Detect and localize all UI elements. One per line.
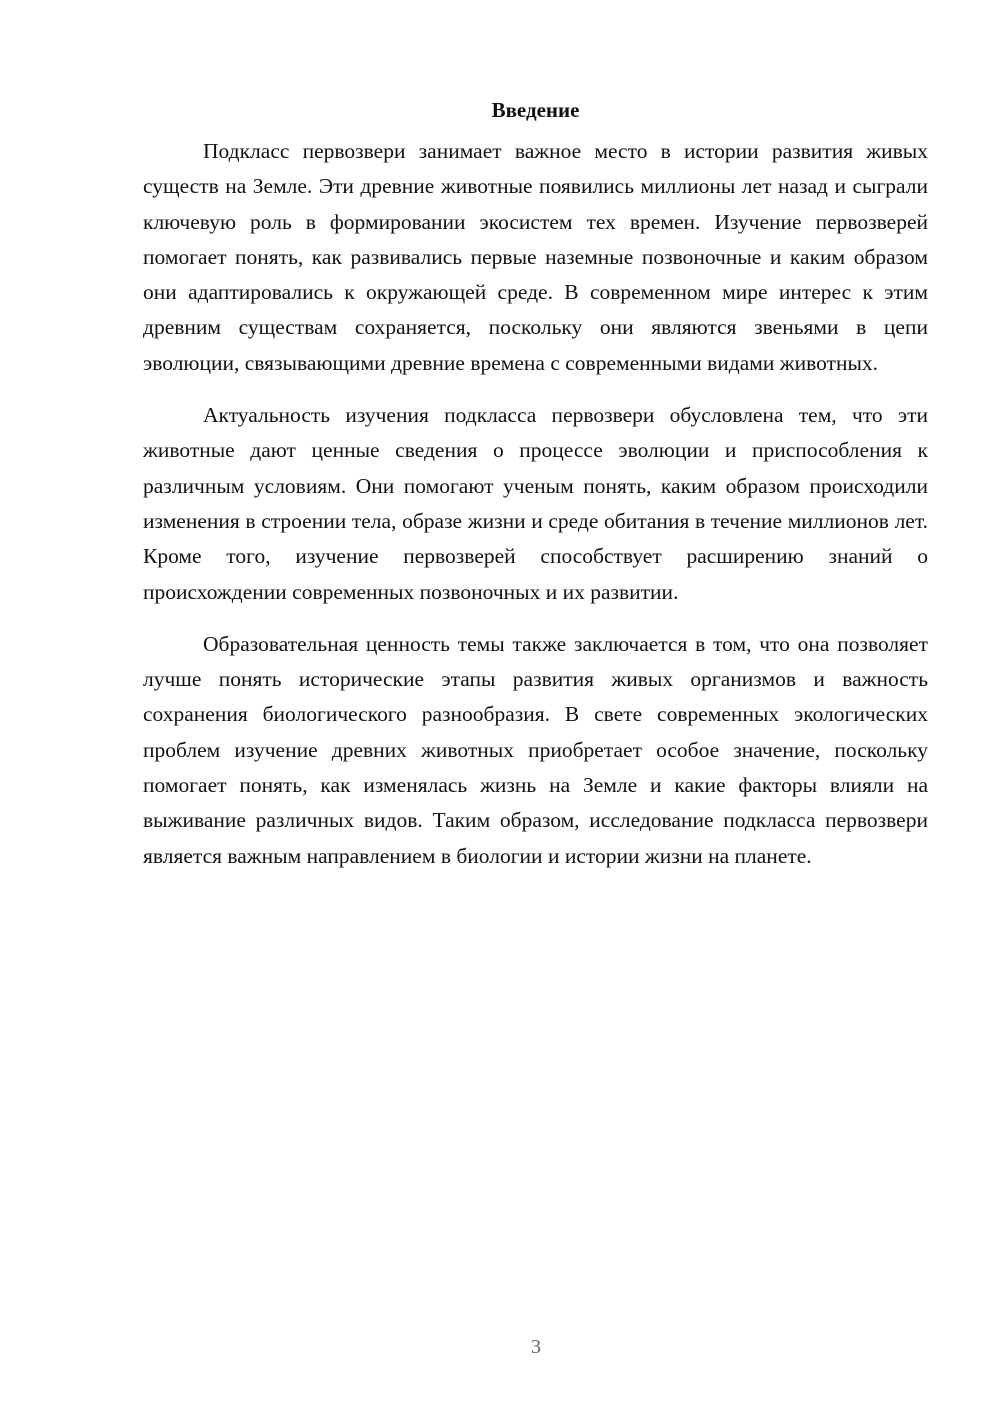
page-content [143,93,928,874]
page-number: 3 [531,1336,541,1358]
paragraph-2: Актуальность изучения подкласса первозвери обусловлена тем, что эти животные дают ценные сведения о процессе эволюции и приспособления к различным условиям. Они помогают ученым понять, каким образом происходили изменения в строении тела, образе жизни и среде обитания в течение миллионов лет. Кроме того, изучение первозверей способствует расширению знаний о происхождении современных позвоночных и их развитии. [143,403,928,604]
paragraph-3: Образовательная ценность темы также заключается в том, что она позволяет лучше понять исторические этапы развития живых организмов и важность сохранения биологического разнообразия. В свете современных экологических проблем изучение древних животных приобретает особое значение, поскольку помогает понять, как изменялась жизнь на Земле и какие факторы влияли на выживание различных видов. Таким образом, исследование подкласса первозвери является важным направлением в биологии и истории жизни на планете. [143,631,928,868]
section-heading: Введение [491,98,580,122]
paragraph-1: Подкласс первозвери занимает важное место в истории развития живых существ на Земле. Эти древние животные появились миллионы лет назад и сыграли ключевую роль в формировании экосистем тех времен. Изучение первозверей помогает понять, как развивались первые наземные позвоночные и каким образом они адаптировались к окружающей среде. В современном мире интерес к этим древним существам сохраняется, поскольку они являются звеньями в цепи эволюции, связывающими древние времена с современными видами животных. [143,139,928,375]
